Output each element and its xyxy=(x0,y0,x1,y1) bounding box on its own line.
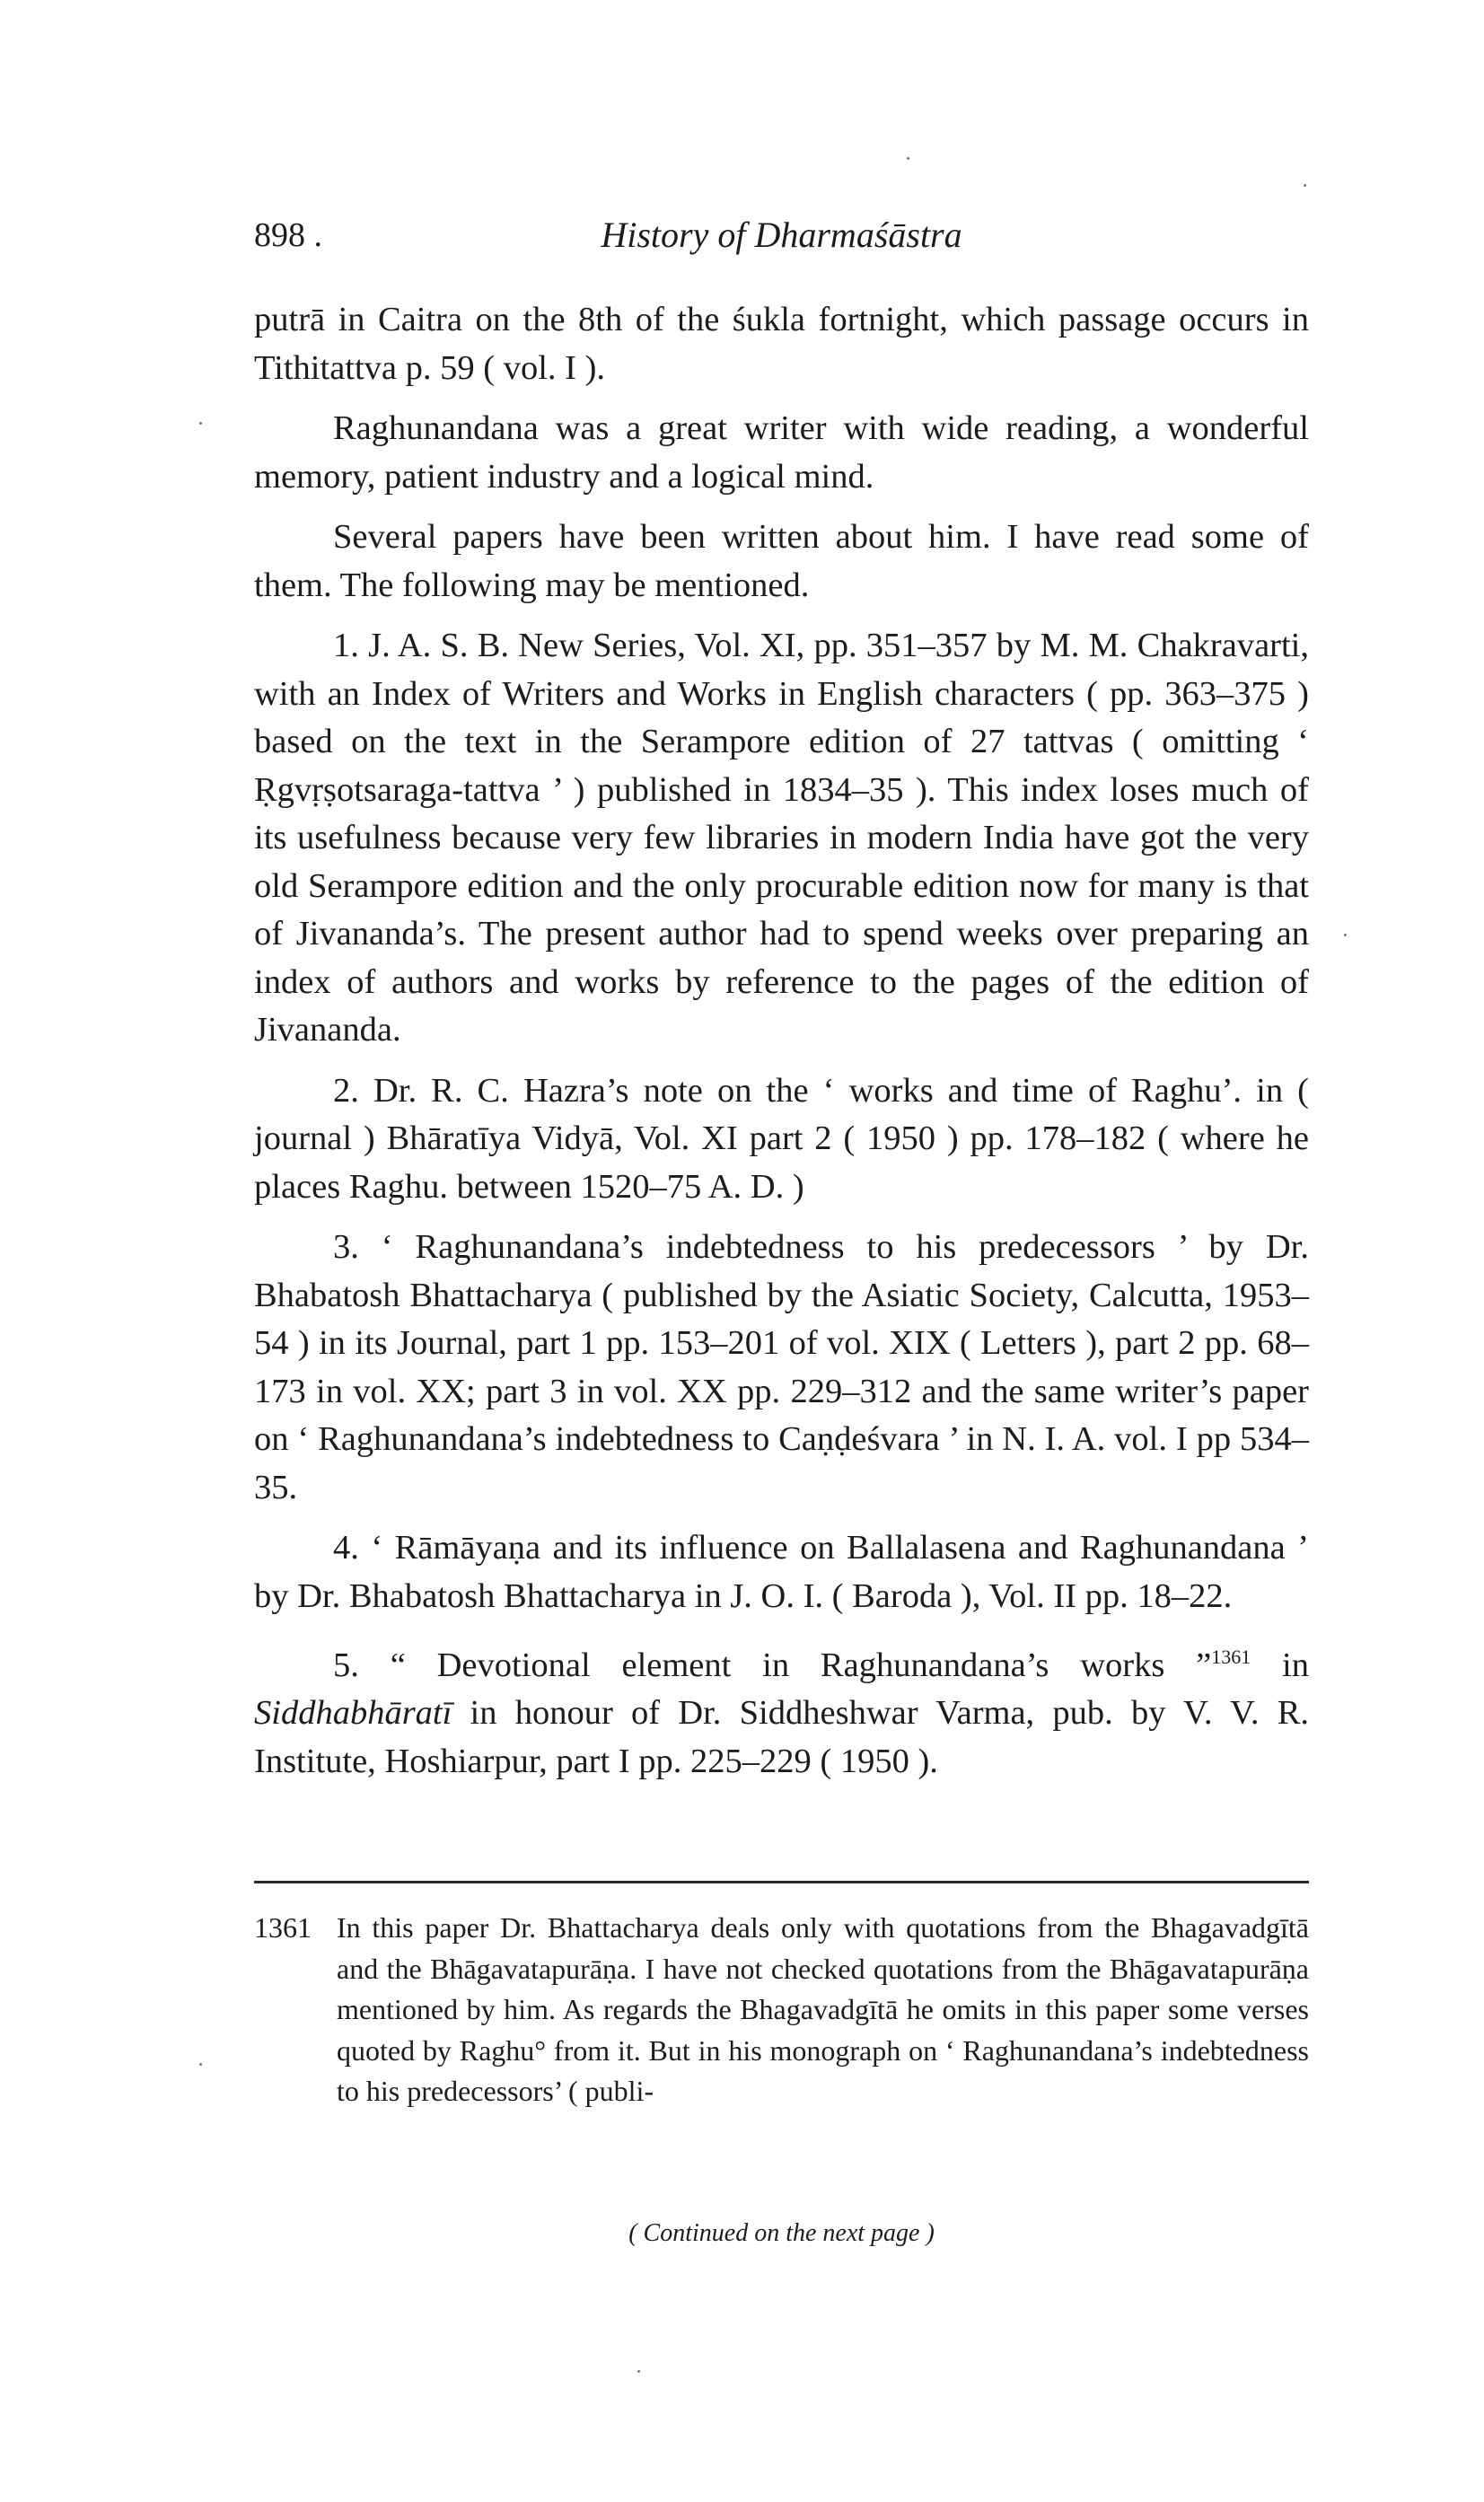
paragraph: Raghunandana was a great writer with wide reading, a wonderful memory, patient industry and a logical mind. xyxy=(254,409,1309,496)
paragraph: Several papers have been written about him. I have read some of them. The following may be mentioned. xyxy=(254,518,1309,604)
scan-speck xyxy=(199,422,202,425)
scan-speck xyxy=(1304,184,1306,187)
scan-speck xyxy=(637,2370,640,2373)
list-item-5 xyxy=(254,1633,1309,1786)
footnote-reference: 1361 xyxy=(1211,1646,1251,1668)
footnote-divider xyxy=(254,1881,1309,1883)
page-number: 898 . xyxy=(254,216,322,254)
list-item-5-rest: in honour of Dr. Siddheshwar Varma, pub. by V. V. R. Institute, Hoshiarpur, part I pp. 225–229 ( 1950 ). xyxy=(254,1694,1309,1780)
scan-speck xyxy=(199,2063,202,2066)
italic-title: Siddhabhāratī xyxy=(254,1694,452,1733)
list-item-3: 3. ‘ Raghunandana’s indebtedness to his predecessors ’ by Dr. Bhabatosh Bhattacharya ( published by the Asiatic Society, Calcutta, 1953–54 ) in its Journal, part 1 pp. 153–201 of vol. XIX ( Letters ), part 2 pp. 68–173 in vol. XX; part 3 in vol. XX pp. 229–312 and the same writer’s paper on ‘ Raghunandana’s indebtedness to Caṇḍeśvara ’ in N. I. A. vol. I pp 534–35. xyxy=(254,1228,1309,1506)
list-item-5-start: 5. “ Devotional element in Raghunandana’s works ” xyxy=(333,1646,1212,1684)
footnote-number: 1361 xyxy=(254,1911,312,1944)
paragraph: putrā in Caitra on the 8th of the śukla fortnight, which passage occurs in Tithitattva p. 59 ( vol. I ). xyxy=(254,301,1309,387)
continued-note: ( Continued on the next page ) xyxy=(628,2219,935,2247)
footnote-text: In this paper Dr. Bhattacharya deals only with quotations from the Bhagavadgītā and the Bhāgavatapurāṇa. I have not checked quotations from the Bhāgavatapurāṇa mentioned by him. As regards the Bhagavadgītā he omits in this paper some verses quoted by Raghu° from it. But in his monograph on ‘ Raghunandana’s indebtedness to his predecessors’ ( publi- xyxy=(337,1911,1309,2107)
scan-speck xyxy=(1344,934,1347,936)
list-item-1: 1. J. A. S. B. New Series, Vol. XI, pp. 351–357 by M. M. Chakravarti, with an Index of Writers and Works in English characters ( pp. 363–375 ) based on the text in the Serampore edition of 27 tattvas ( omitting ‘ Ṛgvṛṣotsaraga-tattva ’ ) published in 1834–35 ). This index loses much of its usefulness because very few libraries in modern India have got the very old Serampore edition and the only procurable edition now for many is that of Jivananda’s. The present author had to spend weeks over preparing an index of authors and works by reference to the pages of the edition of Jivananda. xyxy=(254,627,1309,1049)
scan-speck xyxy=(907,157,909,160)
list-item-2: 2. Dr. R. C. Hazra’s note on the ‘ works and time of Raghu’. in ( journal ) Bhāratīya Vidyā, Vol. XI part 2 ( 1950 ) pp. 178–182 ( where he places Raghu. between 1520–75 A. D. ) xyxy=(254,1071,1309,1206)
footnote xyxy=(254,1908,1309,2112)
list-item-4: 4. ‘ Rāmāyaṇa and its influence on Ballalasena and Raghunandana ’ by Dr. Bhabatosh Bhattacharya in J. O. I. ( Baroda ), Vol. II pp. 18–22. xyxy=(254,1529,1309,1615)
running-title: History of Dharmaśāstra xyxy=(601,215,962,255)
main-text xyxy=(254,296,1309,1798)
page-header xyxy=(254,208,1309,262)
list-item-5-connector: in xyxy=(1251,1646,1309,1684)
